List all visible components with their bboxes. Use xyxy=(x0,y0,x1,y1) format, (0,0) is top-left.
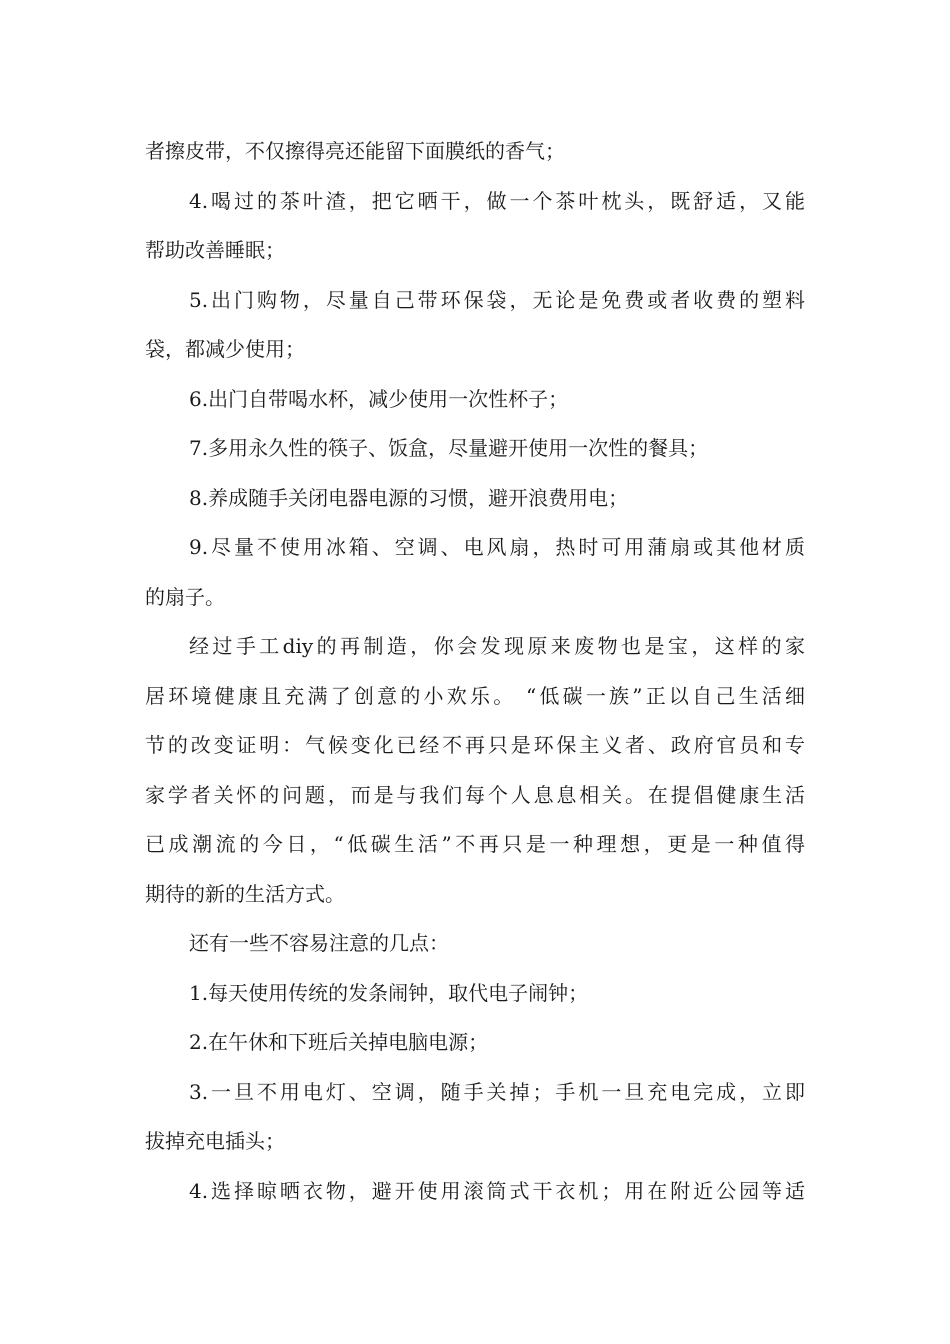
text-line: 期待的新的生活方式。 xyxy=(145,881,345,906)
text-line: 8.养成随手关闭电器电源的习惯，避开浪费用电； xyxy=(189,485,629,510)
text-line: 者擦皮带，不仅擦得亮还能留下面膜纸的香气； xyxy=(145,139,565,163)
text-line: 7.多用永久性的筷子、饭盒，尽量避开使用一次性的餐具； xyxy=(189,436,709,460)
text-line: 节的改变证明：气候变化已经不再只是环保主义者、政府官员和专 xyxy=(145,733,805,757)
text-line: 经过手工diy的再制造，你会发现原来废物也是宝，这样的家 xyxy=(189,634,805,658)
text-line: 还有一些不容易注意的几点： xyxy=(189,931,449,955)
text-line: 的扇子。 xyxy=(145,584,225,609)
text-line: 4.选择晾晒衣物，避开使用滚筒式干衣机；用在附近公园等适 xyxy=(189,1178,805,1203)
text-line: 3.一旦不用电灯、空调，随手关掉；手机一旦充电完成，立即 xyxy=(189,1079,805,1104)
text-line: 居环境健康且充满了创意的小欢乐。 “低碳一族”正以自己生活细 xyxy=(145,683,805,708)
text-line: 已成潮流的今日，“低碳生活”不再只是一种理想，更是一种值得 xyxy=(145,832,805,856)
text-line: 2.在午休和下班后关掉电脑电源； xyxy=(189,1030,489,1054)
text-line: 6.出门自带喝水杯，减少使用一次性杯子； xyxy=(189,386,569,411)
text-line: 9.尽量不使用冰箱、空调、电风扇，热时可用蒲扇或其他材质 xyxy=(189,535,805,559)
text-line: 1.每天使用传统的发条闹钟，取代电子闹钟； xyxy=(189,980,589,1005)
text-line: 家学者关怀的问题，而是与我们每个人息息相关。在提倡健康生活 xyxy=(145,782,805,807)
text-line: 帮助改善睡眠； xyxy=(145,238,285,262)
text-line: 5.出门购物，尽量自己带环保袋，无论是免费或者收费的塑料 xyxy=(189,287,805,312)
text-line: 拔掉充电插头； xyxy=(145,1129,285,1153)
document-body xyxy=(145,127,805,1216)
text-line: 袋，都减少使用； xyxy=(145,337,305,361)
text-line: 4.喝过的茶叶渣，把它晒干，做一个茶叶枕头，既舒适，又能 xyxy=(189,188,805,213)
